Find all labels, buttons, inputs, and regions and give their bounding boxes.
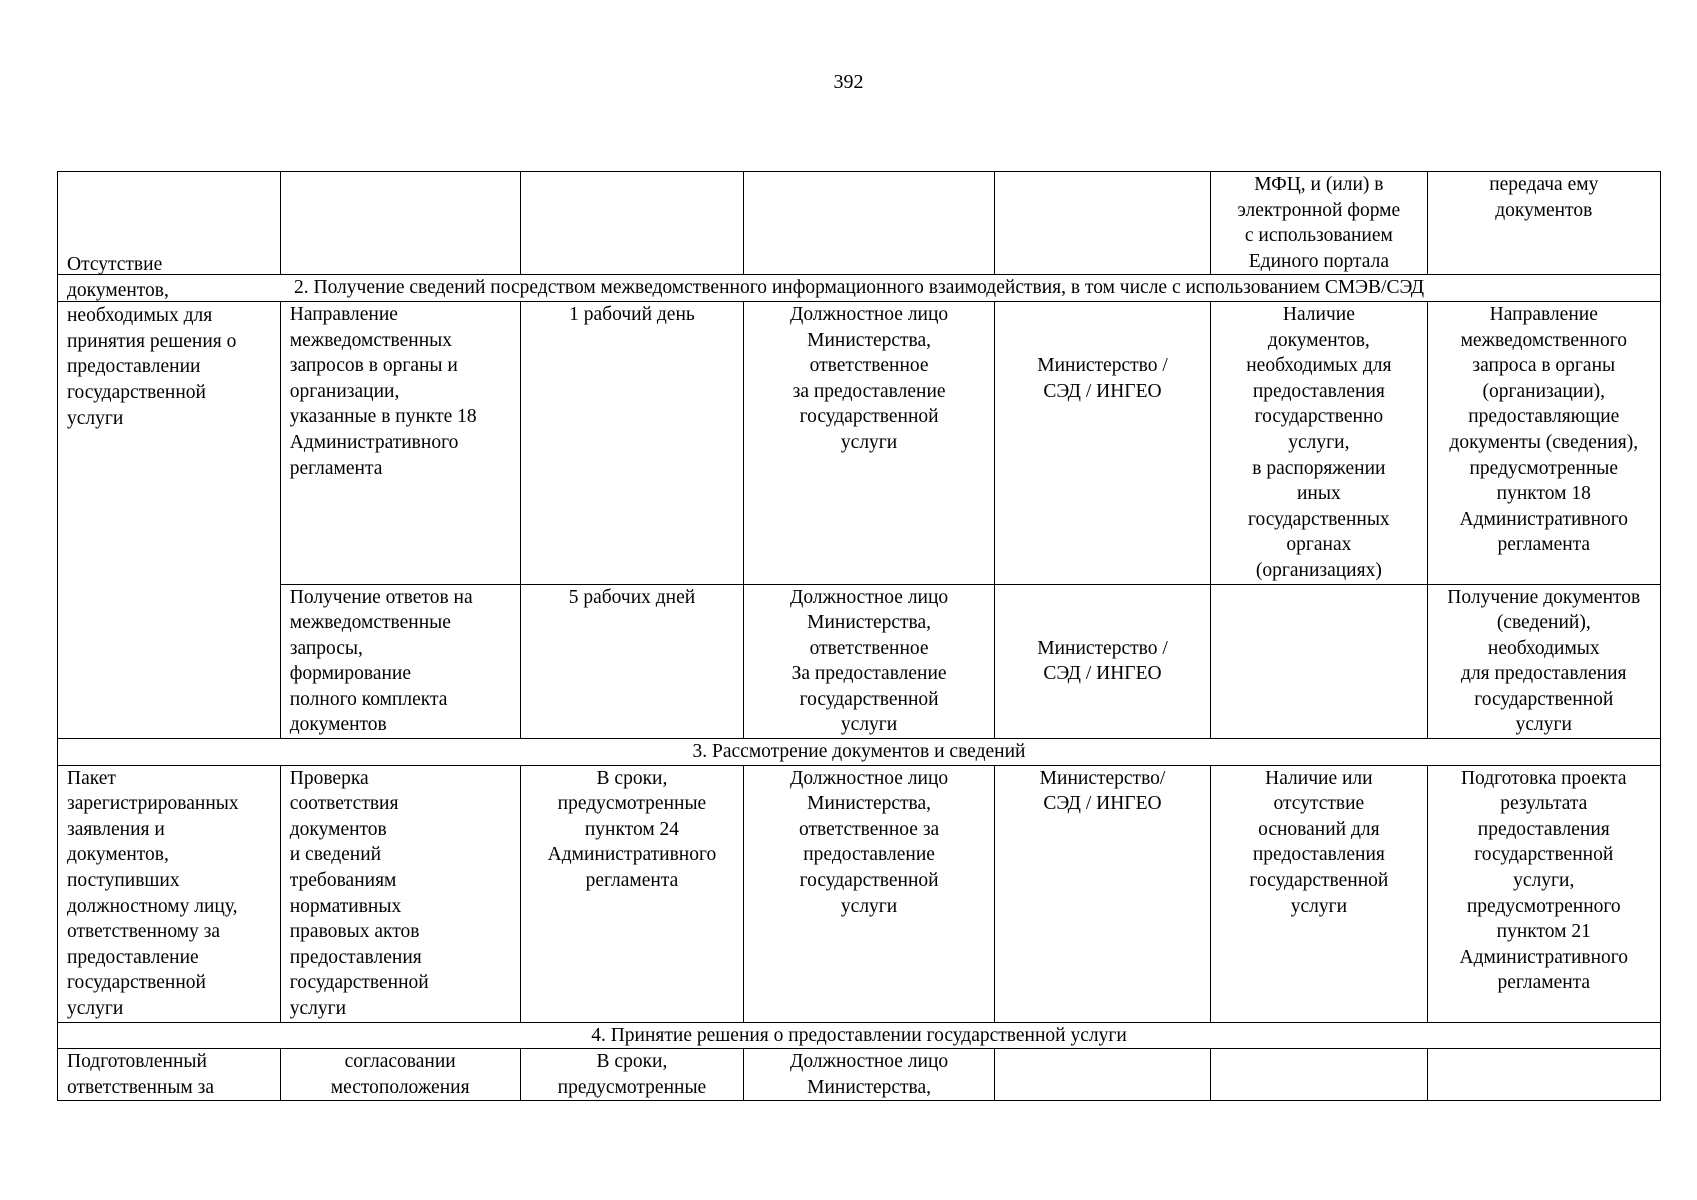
table-cell — [520, 1049, 744, 1101]
table-cell — [520, 584, 744, 739]
table-row — [58, 1049, 1661, 1101]
table-cell — [744, 172, 994, 275]
cell-text: Направление межведомственного запроса в органы (организации), предоставляющие документы (сведения), предусмотренные пунктом 18 Административного регламента — [1449, 303, 1639, 556]
cell-text: Проверка соответствия документов и сведений требованиям нормативных правовых актов предоставления государственной услуги — [289, 767, 429, 1019]
cell-text: Наличие документов, необходимых для предоставления государственно услуги, в распоряжении иных государственных органах (организациях) — [1246, 303, 1392, 581]
table-cell — [744, 1049, 994, 1101]
cell-text: В сроки, предусмотренные — [557, 1051, 707, 1098]
table-cell — [1427, 584, 1660, 739]
table-cell — [994, 1049, 1210, 1101]
section-row — [58, 275, 1661, 302]
table-cell — [1427, 301, 1660, 584]
table-cell — [994, 301, 1210, 584]
cell-text: Направление межведомственных запросов в органы и организации, указанные в пункте 18 Административного регламента — [289, 303, 477, 479]
cell-text: согласовании местоположения — [330, 1051, 470, 1098]
table-cell — [1427, 1049, 1660, 1101]
table-cell — [1211, 301, 1427, 584]
table-cell — [520, 765, 744, 1022]
cell-text: В сроки, предусмотренные пунктом 24 Административного регламента — [547, 767, 717, 892]
table-cell — [1211, 765, 1427, 1022]
cell-text: 5 рабочих дней — [568, 586, 696, 608]
table-cell — [994, 584, 1210, 739]
table-cell — [994, 172, 1210, 275]
cell-text: Подготовка проекта результата предоставления государственной услуги, предусмотренного пунктом 21 Административного регламента — [1459, 767, 1629, 994]
cell-text: Должностное лицо Министерства, ответственное за предоставление государственной услуги — [790, 767, 949, 917]
table-cell — [280, 1049, 520, 1101]
table-cell — [1427, 765, 1660, 1022]
cell-text: передача ему документов — [1489, 174, 1599, 221]
table-cell — [280, 301, 520, 584]
table-cell — [280, 172, 520, 275]
table-cell — [744, 301, 994, 584]
table-cell — [1211, 584, 1427, 739]
table-cell — [58, 765, 281, 1022]
section-row — [58, 1022, 1661, 1049]
cell-text: Подготовленный ответственным за — [67, 1051, 214, 1098]
section-heading: 2. Получение сведений посредством межведомственного информационного взаимодействия, в том числе с использованием СМЭВ/СЭД — [58, 275, 1661, 302]
cell-text: Должностное лицо Министерства, ответственное за предоставление государственной услуги — [790, 303, 949, 453]
cell-text: МФЦ, и (или) в электронной форме с использованием Единого портала — [1237, 174, 1401, 272]
cell-text: Министерство / СЭД / ИНГЕО — [1037, 354, 1168, 402]
table-cell — [1211, 1049, 1427, 1101]
table-cell-basis — [58, 253, 281, 738]
cell-text: Должностное лицо Министерства, — [790, 1051, 949, 1098]
section-heading: 3. Рассмотрение документов и сведений — [58, 739, 1661, 766]
cell-text: Министерство/ СЭД / ИНГЕО — [1039, 767, 1166, 815]
cell-text: Получение ответов на межведомственные запросы, формирование полного комплекта документов — [289, 586, 473, 736]
cell-text: 1 рабочий день — [569, 303, 695, 325]
cell-text: Отсутствие документов, необходимых для принятия решения о предоставлении государственной услуги — [67, 253, 237, 429]
table-cell — [744, 584, 994, 739]
table-row — [58, 584, 1661, 739]
table-cell — [58, 1049, 281, 1101]
procedure-table — [57, 171, 1661, 1101]
table-cell — [1427, 172, 1660, 275]
cell-text: Наличие или отсутствие оснований для предоставления государственной услуги — [1249, 767, 1389, 917]
table-row-continuation — [58, 172, 1661, 275]
section-heading: 4. Принятие решения о предоставлении государственной услуги — [58, 1022, 1661, 1049]
table-cell — [280, 584, 520, 739]
table-cell — [280, 765, 520, 1022]
table-cell — [520, 301, 744, 584]
table-row — [58, 301, 1661, 584]
section-row — [58, 739, 1661, 766]
cell-text: Должностное лицо Министерства, ответственное За предоставление государственной услуги — [790, 586, 949, 736]
table-row — [58, 765, 1661, 1022]
cell-text: Получение документов (сведений), необходимых для предоставления государственной услуги — [1447, 586, 1641, 736]
cell-text: Министерство / СЭД / ИНГЕО — [1037, 637, 1168, 685]
cell-text: Пакет зарегистрированных заявления и документов, поступивших должностному лицу, ответственному за предоставление государственной услуги — [67, 767, 239, 1019]
table-cell — [520, 172, 744, 275]
page-number: 392 — [833, 71, 864, 93]
table-cell — [1211, 172, 1427, 275]
table-cell — [744, 765, 994, 1022]
table-cell — [994, 765, 1210, 1022]
